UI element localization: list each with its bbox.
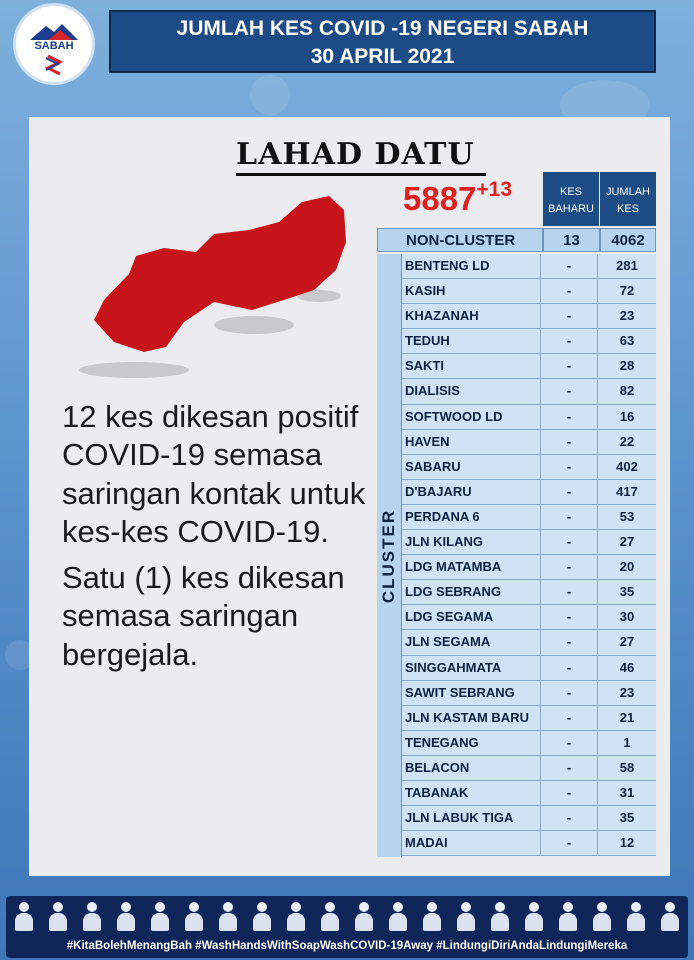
cluster-label [377, 254, 401, 857]
cluster-new: - [541, 630, 598, 654]
cluster-name: PERDANA 6 [402, 505, 541, 529]
cluster-name: LDG SEGAMA [402, 605, 541, 629]
cluster-total: 23 [619, 684, 635, 700]
cluster-total: 27 [619, 634, 635, 650]
cluster-new: - [541, 279, 598, 303]
person-icon [150, 902, 170, 932]
cluster-new: - [541, 555, 598, 579]
non-cluster-total: 4062 [600, 228, 656, 252]
cluster-new: - [541, 781, 598, 805]
cluster-total: 28 [619, 358, 635, 374]
table-row [402, 430, 656, 455]
table-row [402, 480, 656, 505]
total-cumulative: 5887 [403, 180, 477, 217]
cluster-name: SABARU [402, 455, 541, 479]
cluster-new: - [541, 405, 598, 429]
column-header-total [600, 172, 656, 226]
person-icon [252, 902, 272, 932]
title-line-1: JUMLAH KES COVID -19 NEGERI SABAH [176, 17, 589, 40]
cluster-name: LDG MATAMBA [402, 555, 541, 579]
cluster-total: 23 [619, 308, 635, 324]
cluster-total: 20 [619, 559, 635, 575]
table-row [402, 379, 656, 404]
sabah-logo [16, 6, 92, 82]
background-virus-icon [250, 75, 290, 115]
cluster-new: - [541, 254, 598, 278]
person-icon [422, 902, 442, 932]
cluster-new: - [541, 756, 598, 780]
person-icon [184, 902, 204, 932]
table-row [402, 756, 656, 781]
cluster-new: - [541, 656, 598, 680]
person-icon [558, 902, 578, 932]
cluster-name: TEDUH [402, 329, 541, 353]
cluster-total: 63 [619, 333, 635, 349]
cluster-new: - [541, 455, 598, 479]
cluster-new: - [541, 379, 598, 403]
person-icon [218, 902, 238, 932]
cluster-name: DIALISIS [402, 379, 541, 403]
cluster-total: 12 [619, 835, 635, 851]
cluster-new: - [541, 430, 598, 454]
person-icon [286, 902, 306, 932]
title-line-2: 30 APRIL 2021 [310, 45, 455, 68]
cluster-total: 82 [619, 383, 635, 399]
cluster-total: 402 [616, 458, 638, 474]
cluster-new: - [541, 706, 598, 730]
person-icon [592, 902, 612, 932]
table-row [402, 656, 656, 681]
person-icon [14, 902, 34, 932]
table-row [402, 505, 656, 530]
person-icon [116, 902, 136, 932]
cluster-new: - [541, 304, 598, 328]
cluster-total: 1 [623, 734, 631, 750]
cluster-total: 72 [619, 283, 635, 299]
cluster-new: - [541, 681, 598, 705]
cluster-table [402, 254, 656, 856]
cluster-new: - [541, 605, 598, 629]
cluster-total: 21 [619, 709, 635, 725]
cluster-name: TABANAK [402, 781, 541, 805]
cluster-total: 58 [619, 759, 635, 775]
cluster-new: - [541, 580, 598, 604]
cluster-total: 281 [616, 258, 638, 273]
cluster-name: LDG SEBRANG [402, 580, 541, 604]
district-name: LAHAD DATU [236, 137, 475, 172]
table-row [402, 455, 656, 480]
cluster-total: 16 [619, 408, 635, 424]
table-row [402, 731, 656, 756]
cluster-name: JLN KILANG [402, 530, 541, 554]
table-row [402, 806, 656, 831]
table-row [402, 279, 656, 304]
title-banner [109, 10, 656, 73]
cluster-total: 53 [619, 508, 635, 524]
cluster-name: JLN SEGAMA [402, 630, 541, 654]
cluster-total: 30 [619, 609, 635, 625]
cluster-total: 46 [619, 659, 635, 675]
person-icon [388, 902, 408, 932]
cluster-name: D'BAJARU [402, 480, 541, 504]
table-row [402, 329, 656, 354]
cluster-total: 417 [616, 483, 638, 499]
header-new-line1: KES [559, 186, 582, 198]
cluster-new: - [541, 354, 598, 378]
person-icon [320, 902, 340, 932]
table-row [402, 555, 656, 580]
table-row [402, 530, 656, 555]
cluster-name: SINGGAHMATA [402, 656, 541, 680]
description-text [62, 398, 372, 682]
cluster-total: 22 [619, 433, 635, 449]
cluster-name: SAKTI [402, 354, 541, 378]
non-cluster-new: 13 [543, 228, 600, 252]
person-icon [48, 902, 68, 932]
cluster-new: - [541, 530, 598, 554]
cluster-new: - [541, 806, 598, 830]
total-cases [403, 180, 512, 218]
cluster-total: 35 [619, 810, 635, 826]
cluster-name: HAVEN [402, 430, 541, 454]
table-row [402, 706, 656, 731]
column-header-new [543, 172, 599, 226]
cluster-name: JLN LABUK TIGA [402, 806, 541, 830]
table-row [402, 580, 656, 605]
cluster-new: - [541, 329, 598, 353]
person-icon [626, 902, 646, 932]
person-icon [456, 902, 476, 932]
footer-hashtags: #KitaBolehMenangBah #WashHandsWithSoapWashCOVID-19Away #LindungiDiriAndaLindungiMereka [66, 940, 628, 952]
cluster-new: - [541, 831, 598, 855]
cluster-new: - [541, 731, 598, 755]
header-total-line1: JUMLAH [605, 186, 650, 198]
table-row [402, 304, 656, 329]
description-para-2: Satu (1) kes dikesan semasa saringan bergejala. [62, 560, 345, 672]
person-icon [660, 902, 680, 932]
mountain-icon [30, 22, 78, 42]
cluster-total: 31 [619, 784, 635, 800]
cluster-new: - [541, 480, 598, 504]
header-total-line2: KES [616, 203, 639, 215]
cluster-name: MADAI [402, 831, 541, 855]
total-new: +13 [476, 178, 513, 201]
cluster-new: - [541, 505, 598, 529]
cluster-name: KHAZANAH [402, 304, 541, 328]
table-row [402, 405, 656, 430]
district-map [74, 192, 354, 382]
cluster-name: BENTENG LD [402, 254, 541, 278]
cluster-total: 35 [619, 584, 635, 600]
table-row [402, 605, 656, 630]
table-row [402, 831, 656, 856]
person-icon [524, 902, 544, 932]
table-row [402, 354, 656, 379]
header-new-line2: BAHARU [548, 203, 594, 215]
table-row [402, 781, 656, 806]
cluster-name: KASIH [402, 279, 541, 303]
cluster-total: 27 [619, 534, 635, 550]
cluster-name: BELACON [402, 756, 541, 780]
cluster-name: SOFTWOOD LD [402, 405, 541, 429]
cluster-name: SAWIT SEBRANG [402, 681, 541, 705]
cluster-name: JLN KASTAM BARU [402, 706, 541, 730]
table-row [402, 254, 656, 279]
person-icon [354, 902, 374, 932]
logo-label: SABAH [34, 40, 74, 52]
district-underline [236, 173, 486, 176]
table-row [402, 630, 656, 655]
frontliner-figures [14, 902, 680, 934]
flag-stripe-icon [44, 54, 64, 76]
cluster-label-text: CLUSTER [379, 508, 398, 603]
table-row [402, 681, 656, 706]
person-icon [490, 902, 510, 932]
non-cluster-label: NON-CLUSTER [377, 228, 543, 252]
cluster-name: TENEGANG [402, 731, 541, 755]
description-para-1: 12 kes dikesan positif COVID-19 semasa saringan kontak untuk kes-kes COVID-19. [62, 399, 366, 549]
person-icon [82, 902, 102, 932]
